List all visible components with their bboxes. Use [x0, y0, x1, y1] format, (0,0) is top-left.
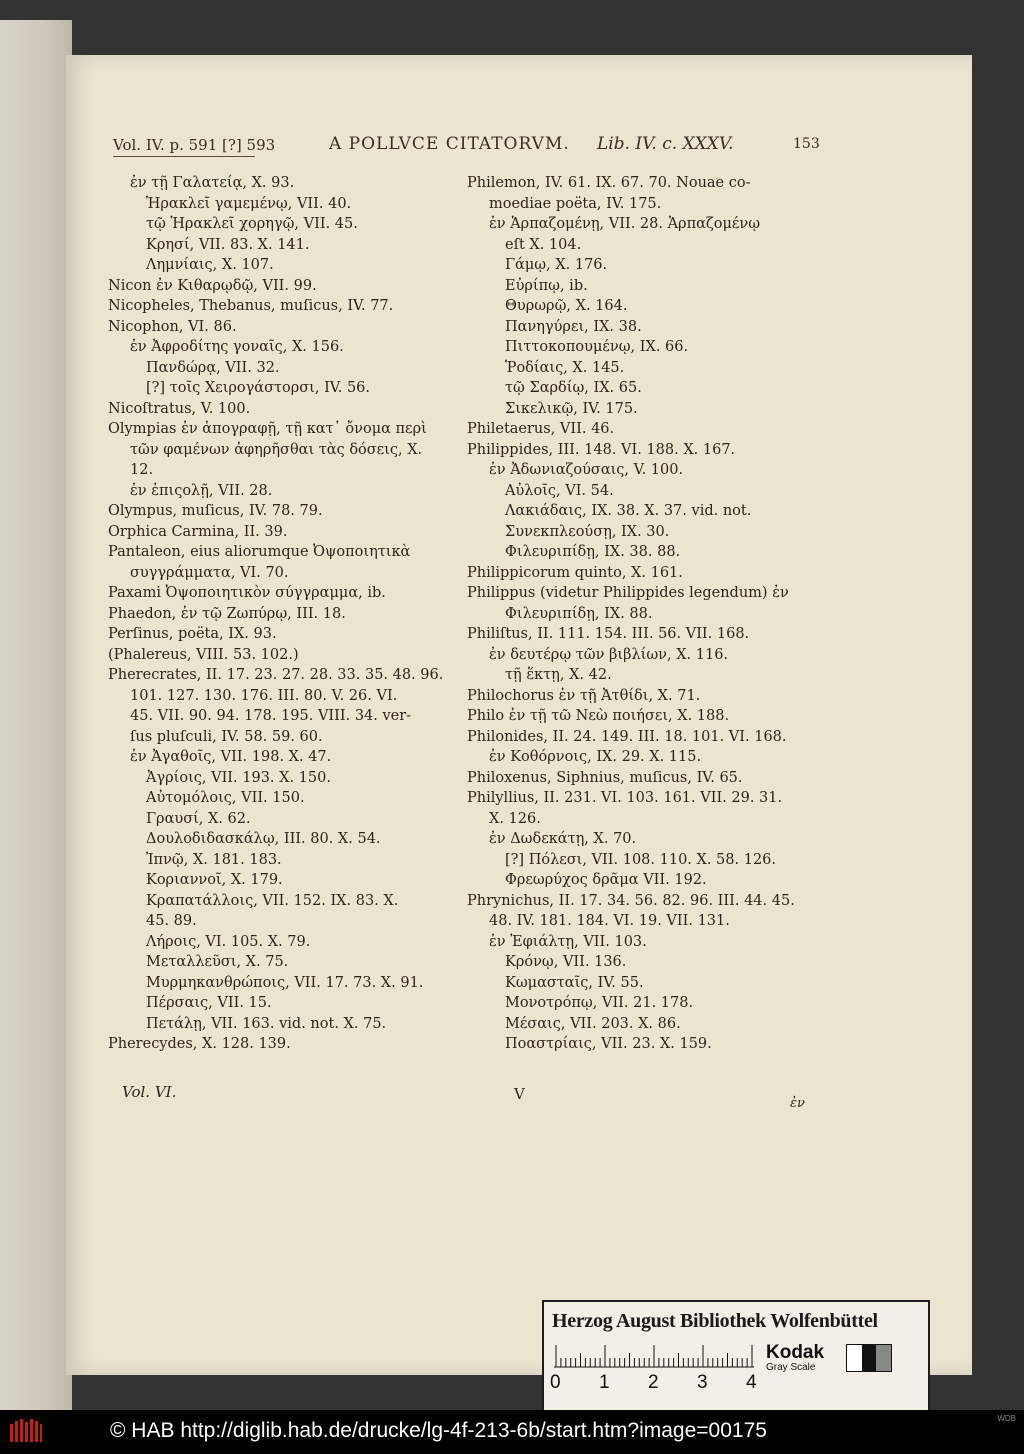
index-entry: Γραυσί, X. 62.	[146, 810, 251, 827]
index-entry: X. 126.	[489, 810, 541, 827]
index-entry: Philochorus ἐν τῇ Ἀτθίδι, X. 71.	[467, 687, 701, 704]
index-entry: Εὐρίπῳ, ib.	[505, 277, 588, 294]
index-entry: Γάμῳ, X. 176.	[505, 257, 608, 273]
index-entry: Philetaerus, VII. 46.	[467, 421, 615, 437]
ruler-number: 1	[599, 1372, 610, 1393]
index-entry: Σικελικῷ, IV. 175.	[505, 400, 638, 417]
index-entry: Philippides, III. 148. VI. 188. X. 167.	[467, 441, 736, 458]
index-entry: Pherecrates, II. 17. 23. 27. 28. 33. 35. 48. 96.	[108, 667, 444, 683]
index-entry: Κρησί, VII. 83. X. 141.	[146, 236, 310, 253]
index-entry: Μεταλλεῦσι, X. 75.	[146, 954, 289, 970]
index-entry: ἐν Ἀφροδίτης γοναῖς, X. 156.	[130, 339, 344, 355]
index-entry: Κρόνῳ, VII. 136.	[505, 954, 627, 970]
index-entry: Λημνίαις, X. 107.	[146, 257, 274, 273]
index-entry: Paxami Ὀψοποιητικὸν σύγγραμμα, ib.	[108, 585, 386, 601]
index-entry: Ποαστρίαις, VII. 23. X. 159.	[505, 1036, 712, 1052]
index-entry: τῶν φαμένων ἀφηρῆσθαι τὰς δόσεις, X.	[130, 441, 423, 458]
index-entry: Κωμασταῖς, IV. 55.	[505, 974, 644, 991]
index-entry: Αὐτομόλοις, VII. 150.	[146, 790, 305, 806]
index-entry: Phrynichus, II. 17. 34. 56. 82. 96. III. 44. 45.	[467, 892, 795, 909]
index-entry: 12.	[130, 462, 154, 478]
index-entry: Λήροις, VI. 105. X. 79.	[146, 933, 311, 950]
index-entry: ἐν δευτέρῳ τῶν βιβλίων, X. 116.	[489, 646, 729, 663]
index-entry: Ἰπνῷ, X. 181. 183.	[146, 851, 282, 868]
gray-patch-mid	[876, 1345, 891, 1371]
index-entry: Philoxenus, Siphnius, muſicus, IV. 65.	[467, 769, 743, 786]
index-entry: ἐν Ἐφιάλτῃ, VII. 103.	[489, 933, 647, 950]
index-entry: 48. IV. 181. 184. VI. 19. VII. 131.	[489, 913, 730, 929]
index-entry: Ἡρακλεῖ γαμεμένῳ, VII. 40.	[146, 195, 352, 212]
index-entry: Πανδώρᾳ, VII. 32.	[146, 359, 280, 376]
index-entry: ἐν Ἁρπαζομένῃ, VII. 28. Ἁρπαζομένῳ	[489, 216, 761, 232]
index-entry: Πιττοκοπουμένῳ, IX. 66.	[505, 339, 689, 355]
library-name: Herzog August Bibliothek Wolfenbüttel	[552, 1310, 878, 1332]
index-entry: Philippicorum quinto, X. 161.	[467, 564, 683, 581]
index-entry: ἐν Δωδεκάτῃ, X. 70.	[489, 831, 637, 847]
header-volume-ref: Vol. IV. p. 591 [?] 593	[113, 136, 276, 154]
kodak-brand: Kodak	[766, 1342, 825, 1363]
index-entry: Philyllius, II. 231. VI. 103. 161. VII. 29. 31.	[467, 790, 783, 806]
gray-scale-patches	[846, 1344, 892, 1372]
index-entry: τῷ Ἡρακλεῖ χορηγῷ, VII. 45.	[146, 216, 358, 232]
hab-logo-icon[interactable]	[8, 1418, 44, 1444]
index-entry: Μυρμηκανθρώποις, VII. 17. 73. X. 91.	[146, 974, 424, 991]
index-entry: Θυρωρῷ, X. 164.	[505, 298, 628, 314]
gray-patch-black	[862, 1345, 877, 1371]
index-entry: τῇ ἕκτῃ, X. 42.	[505, 667, 612, 683]
index-entry: Ῥοδίαις, X. 145.	[505, 359, 625, 376]
index-entry: ἐν Ἀγαθοῖς, VII. 198. X. 47.	[130, 749, 332, 765]
gray-patch-white	[847, 1345, 862, 1371]
footer-volume: Vol. VI.	[122, 1083, 177, 1101]
index-entry: [?] Πόλεσι, VII. 108. 110. X. 58. 126.	[505, 851, 777, 868]
index-entry: Πανηγύρει, IX. 38.	[505, 318, 642, 335]
index-entry: Δουλοδιδασκάλῳ, III. 80. X. 54.	[146, 831, 381, 847]
index-entry: Nicon ἐν Κιθαρῳδῷ, VII. 99.	[108, 277, 317, 294]
index-entry: moediae poëta, IV. 175.	[489, 195, 662, 212]
index-entry: Pherecydes, X. 128. 139.	[108, 1036, 291, 1052]
index-entry: Olympias ἐν ἀπογραφῇ, τῇ κατ᾽ ὄνομα περὶ	[108, 421, 427, 437]
index-entry: Nicopheles, Thebanus, muſicus, IV. 77.	[108, 298, 394, 314]
index-entry: Λακιάδαις, IX. 38. X. 37. vid. not.	[505, 503, 752, 519]
index-entry: 101. 127. 130. 176. III. 80. V. 26. VI.	[130, 687, 398, 704]
previous-page-edge	[0, 20, 72, 1410]
index-entry: 45. 89.	[146, 913, 197, 929]
index-entry: Perſinus, poëta, IX. 93.	[108, 626, 277, 642]
index-entry: Philo ἐν τῇ τῶ Νεὼ ποιήσει, X. 188.	[467, 708, 730, 724]
kodak-label	[766, 1342, 824, 1373]
index-entry: Pantaleon, eius aliorumque Ὀψοποιητικὰ	[108, 544, 411, 560]
index-entry: Nicoſtratus, V. 100.	[108, 400, 251, 417]
kodak-subtitle: Gray Scale	[766, 1362, 816, 1373]
index-entry: ἐν Κοθόρνοις, IX. 29. X. 115.	[489, 749, 702, 765]
corner-mark: WDB	[997, 1414, 1016, 1423]
index-entry: Μέσαις, VII. 203. X. 86.	[505, 1015, 681, 1032]
index-entry: Phaedon, ἐν τῷ Ζωπύρῳ, III. 18.	[108, 605, 346, 622]
index-entry: Ἀγρίοις, VII. 193. X. 150.	[146, 769, 331, 786]
index-entry: Philippus (videtur Philippides legendum) ἐν	[467, 585, 789, 601]
index-entry: τῷ Σαρδίῳ, IX. 65.	[505, 380, 642, 396]
ruler-number: 3	[697, 1372, 708, 1393]
index-entry: Φρεωρύχος δρᾶμα VII. 192.	[505, 872, 707, 888]
ruler-number: 0	[550, 1372, 561, 1393]
index-entry: Philemon, IV. 61. IX. 67. 70. Nouae co-	[467, 175, 751, 191]
header-title: A POLLVCE CITATORVM.	[329, 134, 570, 154]
index-entry: Μονοτρόπῳ, VII. 21. 178.	[505, 995, 694, 1011]
index-entry: Φιλευριπίδῃ, IX. 38. 88.	[505, 544, 681, 560]
index-entry: Olympus, muſicus, IV. 78. 79.	[108, 503, 323, 519]
index-entry: Κοριαννοῖ, X. 179.	[146, 872, 283, 888]
index-entry: συγγράμματα, VI. 70.	[130, 564, 289, 581]
header-book-ref: Lib. IV. c. XXXV.	[597, 134, 734, 154]
index-entry: ἐν ἐπιςολῇ, VII. 28.	[130, 482, 273, 499]
index-entry: [?] τοῖς Χειρογάστορσι, IV. 56.	[146, 380, 371, 396]
index-entry: Κραπατάλλοις, VII. 152. IX. 83. X.	[146, 892, 399, 909]
viewer-footer-bar	[0, 1410, 1024, 1454]
index-entry: 45. VII. 90. 94. 178. 195. VIII. 34. ver-	[130, 708, 412, 724]
ruler-numbers	[550, 1372, 770, 1396]
left-index-column	[108, 173, 458, 1055]
index-entry: Orphica Carmina, II. 39.	[108, 523, 288, 540]
index-entry: Φιλευριπίδῃ, IX. 88.	[505, 605, 653, 622]
index-entry: ἐν τῇ Γαλατείᾳ, X. 93.	[130, 175, 295, 191]
library-color-card	[542, 1300, 930, 1412]
index-entry: Πετάλῃ, VII. 163. vid. not. X. 75.	[146, 1015, 387, 1032]
ruler-number: 4	[746, 1372, 757, 1393]
page-number: 153	[793, 136, 820, 152]
index-entry: ἐν Ἀδωνιαζούσαις, V. 100.	[489, 462, 684, 478]
index-entry: ſus pluſculi, IV. 58. 59. 60.	[130, 728, 323, 745]
ruler-number: 2	[648, 1372, 659, 1393]
index-entry: Philiſtus, II. 111. 154. III. 56. VII. 168.	[467, 626, 750, 642]
index-entry: Συνεκπλεούσῃ, IX. 30.	[505, 523, 670, 540]
running-header	[113, 136, 823, 164]
ruler-scale	[554, 1344, 754, 1368]
index-entry: eſt X. 104.	[505, 236, 582, 253]
index-entry: Αὐλοῖς, VI. 54.	[505, 482, 614, 499]
index-entry: Nicophon, VI. 86.	[108, 318, 237, 335]
index-entry: Πέρσαις, VII. 15.	[146, 995, 272, 1011]
right-index-column	[467, 173, 819, 1055]
index-entry: Philonides, II. 24. 149. III. 18. 101. VI. 168.	[467, 728, 787, 745]
index-entry: (Phalereus, VIII. 53. 102.)	[108, 646, 299, 663]
signature-mark: V	[514, 1085, 525, 1103]
source-url[interactable]: © HAB http://diglib.hab.de/drucke/lg-4f-213-6b/start.htm?image=00175	[110, 1419, 767, 1442]
catchword: ἐν	[790, 1096, 805, 1111]
